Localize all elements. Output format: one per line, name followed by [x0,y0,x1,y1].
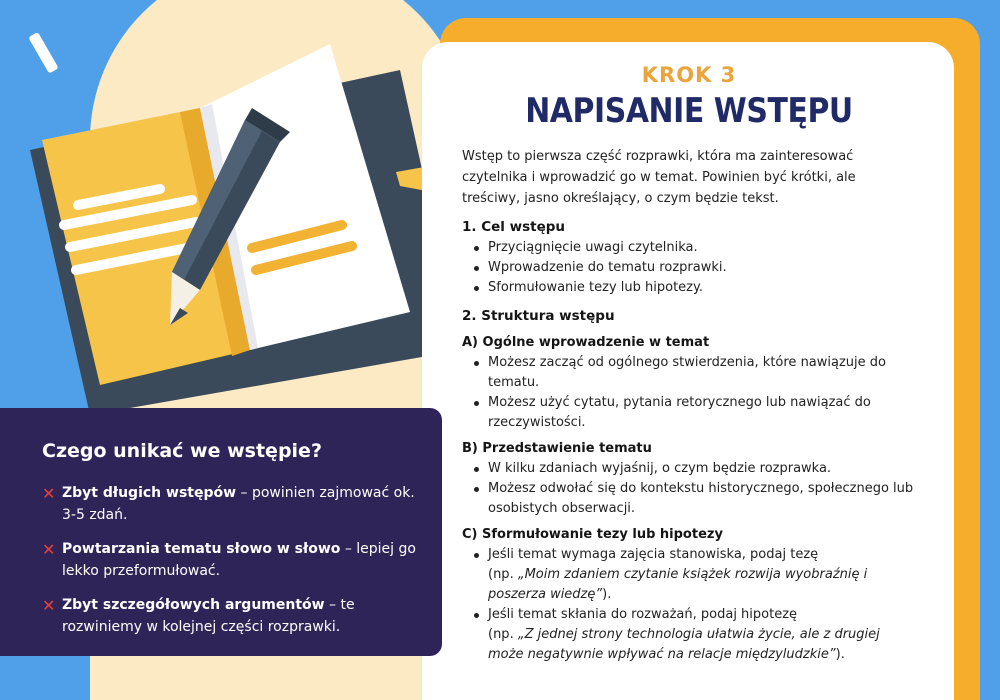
step-card [422,42,954,700]
subsection-c-heading: C) Sformułowanie tezy lub hipotezy [462,527,723,542]
section-structure-heading: 2. Struktura wstępu [462,308,615,324]
example-note [488,565,916,605]
subsection-a-heading: A) Ogólne wprowadzenie w temat [462,335,710,350]
list-item: Możesz odwołać się do kontekstu historycznego, społecznego lub osobistych obserwacji. [462,479,916,519]
avoid-item-bold: Zbyt długich wstępów [62,485,237,501]
list-item: Możesz użyć cytatu, pytania retorycznego lub nawiązać do rzeczywistości. [462,393,916,433]
list-item: Przyciągnięcie uwagi czytelnika. [462,238,916,258]
avoid-item [42,482,422,526]
cross-icon: ✕ [42,540,56,559]
list-item: W kilku zdaniach wyjaśnij, o czym będzie rozprawka. [462,459,916,479]
intro-paragraph: Wstęp to pierwsza część rozprawki, która ma zainteresować czytelnika i wprowadzić go w temat. Powinien być krótki, ale treściwy, jasno określający, o czym będzie tekst. [462,149,856,206]
subsection-b-list [462,459,916,519]
section-goal-heading: 1. Cel wstępu [462,219,566,235]
avoid-item-bold: Zbyt szczegółowych argumentów [62,597,325,613]
subsection-a-list [462,353,916,433]
list-item [462,545,916,605]
step-label: KROK 3 [641,63,737,87]
list-item: Możesz zacząć od ogólnego stwierdzenia, które nawiązuje do tematu. [462,353,916,393]
avoid-item-rest: – te rozwiniemy w kolejnej części rozprawki. [62,597,355,635]
list-item-text: Jeśli temat skłania do rozważań, podaj hipotezę [488,607,798,622]
subsection-c-list [462,545,916,665]
list-item-text: Jeśli temat wymaga zajęcia stanowiska, podaj tezę [488,547,819,562]
avoid-box [0,408,442,656]
goal-list [462,238,916,298]
page-title: NAPISANIE WSTĘPU [525,91,853,131]
cross-icon: ✕ [42,596,56,615]
example-note [488,625,916,665]
avoid-title: Czego unikać we wstępie? [42,440,322,462]
avoid-item [42,538,422,582]
list-item [462,605,916,665]
cross-icon: ✕ [42,484,56,503]
list-item: Wprowadzenie do tematu rozprawki. [462,258,916,278]
example-quote: „Z jednej strony technologia ułatwia życie, ale z drugiej może negatywnie wpływać na relacje międzyludzkie” [488,627,880,662]
note-prefix: (np. [488,627,518,642]
example-quote: „Moim zdaniem czytanie książek rozwija wyobraźnię i poszerza wiedzę” [488,567,868,602]
note-suffix: ). [835,647,845,662]
avoid-item [42,594,422,638]
subsection-b-heading: B) Przedstawienie tematu [462,441,652,456]
list-item: Sformułowanie tezy lub hipotezy. [462,278,916,298]
open-book-icon [0,0,470,420]
note-prefix: (np. [488,567,518,582]
avoid-item-bold: Powtarzania tematu słowo w słowo [62,541,341,557]
avoid-item-rest: – lepiej go lekko przeformułować. [62,541,416,579]
note-suffix: ). [602,587,612,602]
avoid-item-rest: – powinien zajmować ok. 3-5 zdań. [62,485,415,523]
